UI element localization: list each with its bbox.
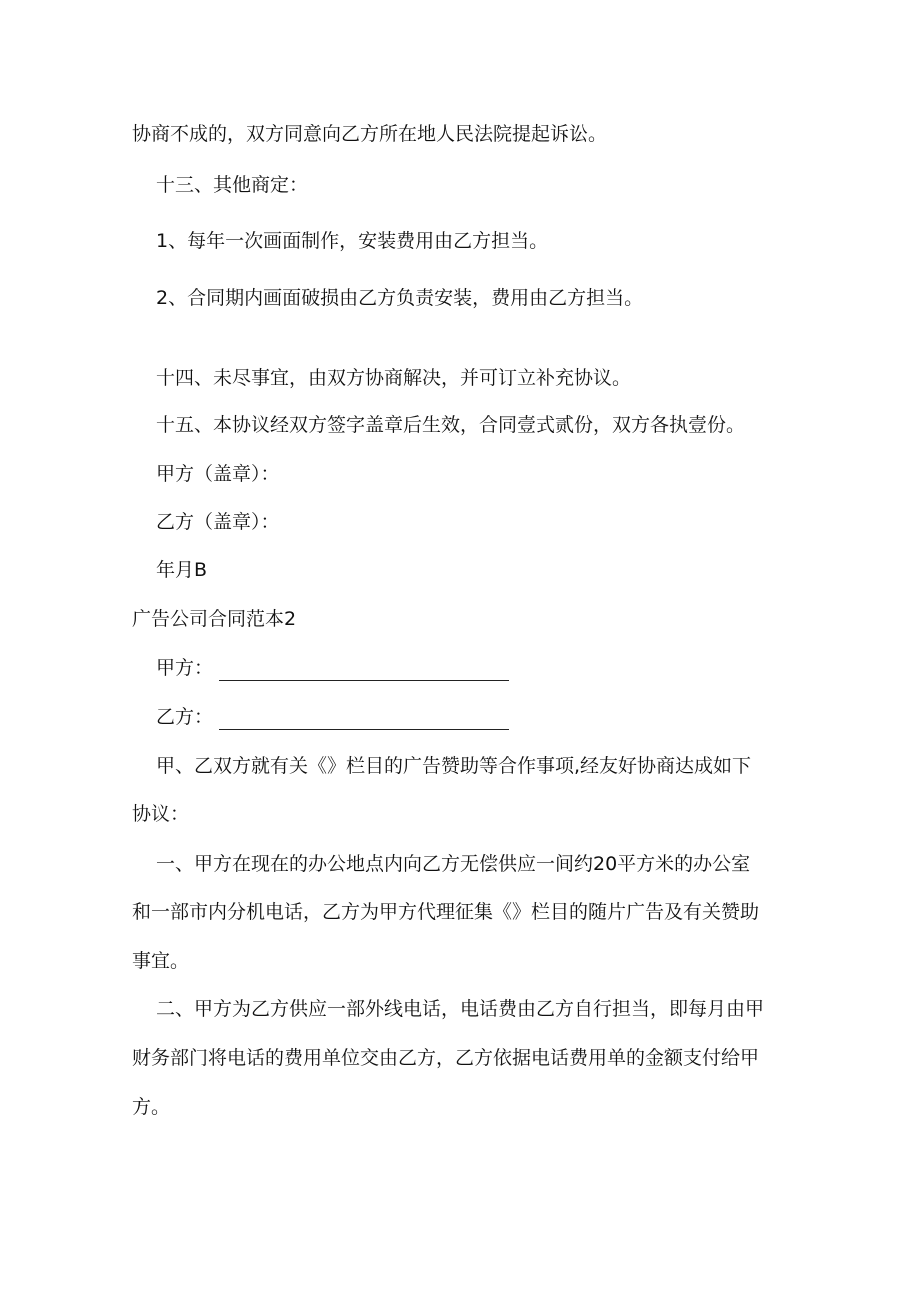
party-a-line <box>156 655 509 681</box>
paragraph-line: 十四、未尽事宜，由双方协商解决，并可订立补充协议。 <box>156 367 632 389</box>
paragraph-line: 一、甲方在现在的办公地点内向乙方无偿供应一间约20平方米的办公室 <box>156 853 751 875</box>
paragraph-line: 二、甲方为乙方供应一部外线电话，电话费由乙方自行担当，即每月由甲 <box>156 998 765 1020</box>
paragraph-line: 协商不成的，双方同意向乙方所在地人民法院提起诉讼。 <box>132 123 608 145</box>
party-b-blank <box>219 709 509 730</box>
date-line: 年月B <box>156 559 208 581</box>
section-heading: 十三、其他商定： <box>156 174 309 196</box>
party-b-seal-label: 乙方（盖章）： <box>156 511 280 533</box>
paragraph-line: 协议： <box>132 803 190 825</box>
paragraph-line: 2、合同期内画面破损由乙方负责安装，费用由乙方担当。 <box>156 287 644 309</box>
paragraph-line: 十五、本协议经双方签字盖章后生效，合同壹式贰份，双方各执壹份。 <box>156 414 746 436</box>
party-a-seal-label: 甲方（盖章）： <box>156 463 280 485</box>
paragraph-line: 方。 <box>132 1096 171 1118</box>
document-title: 广告公司合同范本2 <box>132 608 297 630</box>
paragraph-line: 事宜。 <box>132 950 190 972</box>
paragraph-line: 1、每年一次画面制作，安装费用由乙方担当。 <box>156 230 549 252</box>
paragraph-line: 和一部市内分机电话，乙方为甲方代理征集《》栏目的随片广告及有关赞助 <box>132 901 760 923</box>
party-a-label: 甲方： <box>156 657 214 679</box>
party-a-blank <box>219 660 509 681</box>
party-b-label: 乙方： <box>156 706 214 728</box>
party-b-line <box>156 704 509 730</box>
paragraph-line: 财务部门将电话的费用单位交由乙方，乙方依据电话费用单的金额支付给甲 <box>132 1047 760 1069</box>
paragraph-line: 甲、乙双方就有关《》栏目的广告赞助等合作事项,经友好协商达成如下 <box>156 755 752 777</box>
